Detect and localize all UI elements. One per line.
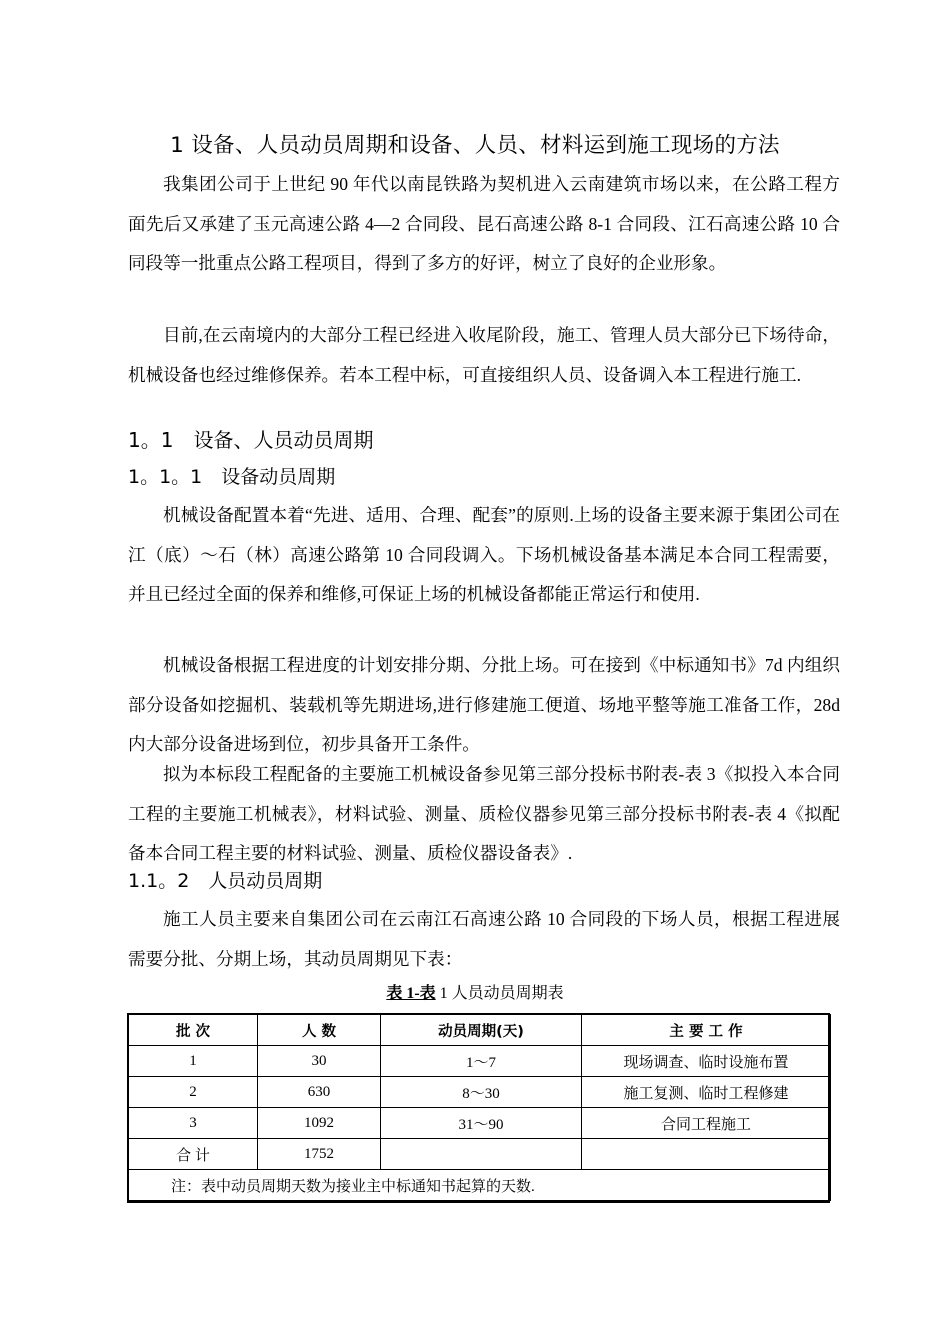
column-header-count: 人 数 bbox=[258, 1015, 381, 1046]
cell-work: 施工复测、临时工程修建 bbox=[582, 1077, 831, 1108]
column-header-work: 主 要 工 作 bbox=[582, 1015, 831, 1046]
table-caption-text: 1 人员动员周期表 bbox=[439, 985, 564, 1002]
cell-period: 31～90 bbox=[381, 1108, 582, 1139]
table-caption bbox=[0, 980, 950, 1003]
paragraph-personnel: 施工人员主要来自集团公司在云南江石高速公路 10 合同段的下场人员，根据工程进展需要分批、分期上场，其动员周期见下表： bbox=[128, 909, 840, 969]
table-row bbox=[129, 1108, 831, 1139]
cell-batch: 3 bbox=[129, 1108, 258, 1139]
table-header-row bbox=[129, 1015, 831, 1046]
paragraph-equipment-schedule: 机械设备根据工程进度的计划安排分期、分批上场。可在接到《中标通知书》7d 内组织部分设备如挖掘机、装载机等先期进场,进行修建施工便道、场地平整等施工准备工作，28d 内大部分设备进场到位，初步具备开工条件。 bbox=[128, 655, 840, 754]
heading-1-1-2: 1.1。2 人员动员周期 bbox=[128, 870, 323, 892]
table-caption-number: 表 1-表 bbox=[386, 985, 436, 1002]
cell-work: 现场调查、临时设施布置 bbox=[582, 1046, 831, 1077]
table-total-row bbox=[129, 1139, 831, 1170]
heading-1-1: 1。1 设备、人员动员周期 bbox=[128, 428, 374, 452]
cell-total-label: 合 计 bbox=[129, 1139, 258, 1170]
cell-total-count: 1752 bbox=[258, 1139, 381, 1170]
cell-total-period bbox=[381, 1139, 582, 1170]
table-row bbox=[129, 1077, 831, 1108]
cell-batch: 2 bbox=[129, 1077, 258, 1108]
cell-total-work bbox=[582, 1139, 831, 1170]
heading-1-1-1: 1。1。1 设备动员周期 bbox=[128, 466, 336, 488]
paragraph-intro: 我集团公司于上世纪 90 年代以南昆铁路为契机进入云南建筑市场以来，在公路工程方面先后又承建了玉元高速公路 4—2 合同段、昆石高速公路 8-1 合同段、江石高速公路 10 合同段等一批重点公路工程项目，得到了多方的好评，树立了良好的企业形象。 bbox=[128, 174, 840, 273]
table-note: 注：表中动员周期天数为接业主中标通知书起算的天数. bbox=[129, 1170, 831, 1201]
table-note-row bbox=[129, 1170, 831, 1201]
cell-count: 30 bbox=[258, 1046, 381, 1077]
column-header-period: 动员周期(天) bbox=[381, 1015, 582, 1046]
cell-period: 1～7 bbox=[381, 1046, 582, 1077]
personnel-mobilization-table bbox=[128, 1014, 831, 1201]
table-row bbox=[129, 1046, 831, 1077]
paragraph-equipment-config: 机械设备配置本着“先进、适用、合理、配套”的原则.上场的设备主要来源于集团公司在江（底）～石（林）高速公路第 10 合同段调入。下场机械设备基本满足本合同工程需要，并且已经过全面的保养和维修,可保证上场的机械设备都能正常运行和使用. bbox=[128, 505, 840, 604]
section-title: 1 设备、人员动员周期和设备、人员、材料运到施工现场的方法 bbox=[170, 133, 780, 158]
paragraph-status: 目前,在云南境内的大部分工程已经进入收尾阶段，施工、管理人员大部分已下场待命，机械设备也经过维修保养。若本工程中标，可直接组织人员、设备调入本工程进行施工. bbox=[128, 325, 840, 385]
cell-work: 合同工程施工 bbox=[582, 1108, 831, 1139]
cell-batch: 1 bbox=[129, 1046, 258, 1077]
cell-count: 1092 bbox=[258, 1108, 381, 1139]
cell-count: 630 bbox=[258, 1077, 381, 1108]
paragraph-equipment-reference: 拟为本标段工程配备的主要施工机械设备参见第三部分投标书附表-表 3《拟投入本合同工程的主要施工机械表》，材料试验、测量、质检仪器参见第三部分投标书附表-表 4《拟配备本合同工程主要的材料试验、测量、质检仪器设备表》. bbox=[128, 764, 840, 863]
column-header-batch: 批 次 bbox=[129, 1015, 258, 1046]
cell-period: 8～30 bbox=[381, 1077, 582, 1108]
